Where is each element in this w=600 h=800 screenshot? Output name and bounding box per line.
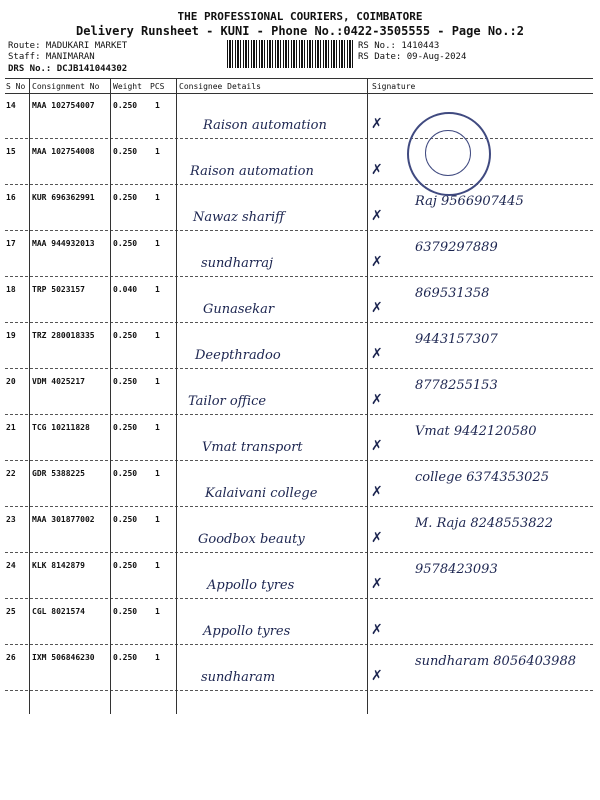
sno-cell: 23 [6,515,16,524]
company-title: THE PROFESSIONAL COURIERS, COIMBATORE [177,10,423,23]
weight-cell: 0.250 [113,101,138,110]
sno-cell: 25 [6,607,16,616]
sno-cell: 18 [6,285,16,294]
pcs-cell: 1 [155,607,160,616]
signature-mark-icon: ✗ [371,300,383,316]
column-divider [367,78,368,714]
consignee-handwriting: Gunasekar [203,302,275,317]
signature-mark-icon: ✗ [371,346,383,362]
signature-handwriting: 6379297889 [415,240,498,255]
pcs-cell: 1 [155,561,160,570]
pcs-cell: 1 [155,285,160,294]
signature-handwriting: 9578423093 [415,562,498,577]
consignee-handwriting: Kalaivani college [205,486,318,501]
col-pcs: PCS [150,82,165,91]
barcode [227,40,353,68]
signature-mark-icon: ✗ [371,484,383,500]
signature-handwriting: M. Raja 8248553822 [415,516,554,531]
col-sno: S No [6,82,26,91]
delivery-stamp-inner [425,130,471,176]
signature-mark-icon: ✗ [371,254,383,270]
consignment-cell: TRP 5023157 [32,285,85,294]
table-row [5,598,593,645]
table-row [5,138,593,185]
consignment-cell: MAA 301877002 [32,515,95,524]
route-label: Route: MADUKARI MARKET [8,41,128,51]
table-row [5,460,593,507]
signature-mark-icon: ✗ [371,668,383,684]
sno-cell: 15 [6,147,16,156]
consignment-cell: CGL 8021574 [32,607,85,616]
weight-cell: 0.250 [113,239,138,248]
consignee-handwriting: Appollo tyres [203,624,291,639]
signature-mark-icon: ✗ [371,438,383,454]
runsheet-table [5,78,593,714]
weight-cell: 0.250 [113,561,138,570]
rs-date: RS Date: 09-Aug-2024 [358,52,467,62]
pcs-cell: 1 [155,239,160,248]
consignment-cell: IXM 506846230 [32,653,95,662]
consignee-handwriting: Tailor office [188,394,267,409]
signature-mark-icon: ✗ [371,392,383,408]
table-row [5,92,593,139]
sno-cell: 24 [6,561,16,570]
consignee-handwriting: Raison automation [203,118,327,133]
consignee-handwriting: Deepthradoo [195,348,281,363]
table-row [5,506,593,553]
consignment-cell: TRZ 280018335 [32,331,95,340]
signature-mark-icon: ✗ [371,208,383,224]
weight-cell: 0.250 [113,423,138,432]
sno-cell: 16 [6,193,16,202]
sno-cell: 21 [6,423,16,432]
pcs-cell: 1 [155,331,160,340]
table-row [5,644,593,691]
table-row [5,184,593,231]
signature-handwriting: sundharam 8056403988 [415,654,576,669]
signature-handwriting: Vmat 9442120580 [415,424,537,439]
sno-cell: 17 [6,239,16,248]
consignee-handwriting: Goodbox beauty [198,532,305,547]
sno-cell: 26 [6,653,16,662]
consignment-cell: VDM 4025217 [32,377,85,386]
consignee-handwriting: sundharraj [201,256,274,271]
pcs-cell: 1 [155,193,160,202]
consignee-handwriting: sundharam [201,670,276,685]
sno-cell: 14 [6,101,16,110]
consignee-handwriting: Nawaz shariff [193,210,285,225]
weight-cell: 0.250 [113,469,138,478]
weight-cell: 0.250 [113,377,138,386]
consignee-handwriting: Raison automation [190,164,314,179]
pcs-cell: 1 [155,469,160,478]
weight-cell: 0.040 [113,285,138,294]
pcs-cell: 1 [155,515,160,524]
sno-cell: 20 [6,377,16,386]
consignment-cell: MAA 102754007 [32,101,95,110]
table-row [5,552,593,599]
consignment-cell: GDR 5388225 [32,469,85,478]
signature-handwriting: college 6374353025 [415,470,549,485]
table-row [5,322,593,369]
signature-mark-icon: ✗ [371,530,383,546]
signature-mark-icon: ✗ [371,576,383,592]
signature-handwriting: Raj 9566907445 [415,194,524,209]
column-divider [176,78,177,714]
table-row [5,368,593,415]
consignee-handwriting: Vmat transport [202,440,303,455]
pcs-cell: 1 [155,377,160,386]
signature-handwriting: 8778255153 [415,378,498,393]
staff-label: Staff: MANIMARAN [8,52,95,62]
column-divider [110,78,111,714]
table-row [5,230,593,277]
pcs-cell: 1 [155,653,160,662]
col-weight: Weight [113,82,142,91]
weight-cell: 0.250 [113,193,138,202]
drs-number: DRS No.: DCJB141044302 [8,64,128,74]
col-consignment: Consignment No [32,82,100,91]
signature-mark-icon: ✗ [371,162,383,178]
column-divider [29,78,30,714]
signature-mark-icon: ✗ [371,622,383,638]
rs-number: RS No.: 1410443 [358,41,440,51]
consignment-cell: KUR 696362991 [32,193,95,202]
runsheet-subtitle: Delivery Runsheet - KUNI - Phone No.:0422-3505555 - Page No.:2 [76,24,524,38]
signature-mark-icon: ✗ [371,116,383,132]
consignment-cell: TCG 10211828 [32,423,90,432]
consignment-cell: KLK 8142879 [32,561,85,570]
consignee-handwriting: Appollo tyres [207,578,295,593]
sno-cell: 19 [6,331,16,340]
weight-cell: 0.250 [113,515,138,524]
sno-cell: 22 [6,469,16,478]
col-signature: Signature [372,82,416,91]
weight-cell: 0.250 [113,653,138,662]
weight-cell: 0.250 [113,607,138,616]
signature-handwriting: 869531358 [415,286,490,301]
pcs-cell: 1 [155,423,160,432]
weight-cell: 0.250 [113,331,138,340]
table-row [5,414,593,461]
table-row [5,276,593,323]
pcs-cell: 1 [155,101,160,110]
signature-handwriting: 9443157307 [415,332,498,347]
consignment-cell: MAA 944932013 [32,239,95,248]
weight-cell: 0.250 [113,147,138,156]
pcs-cell: 1 [155,147,160,156]
col-consignee: Consignee Details [179,82,261,91]
consignment-cell: MAA 102754008 [32,147,95,156]
